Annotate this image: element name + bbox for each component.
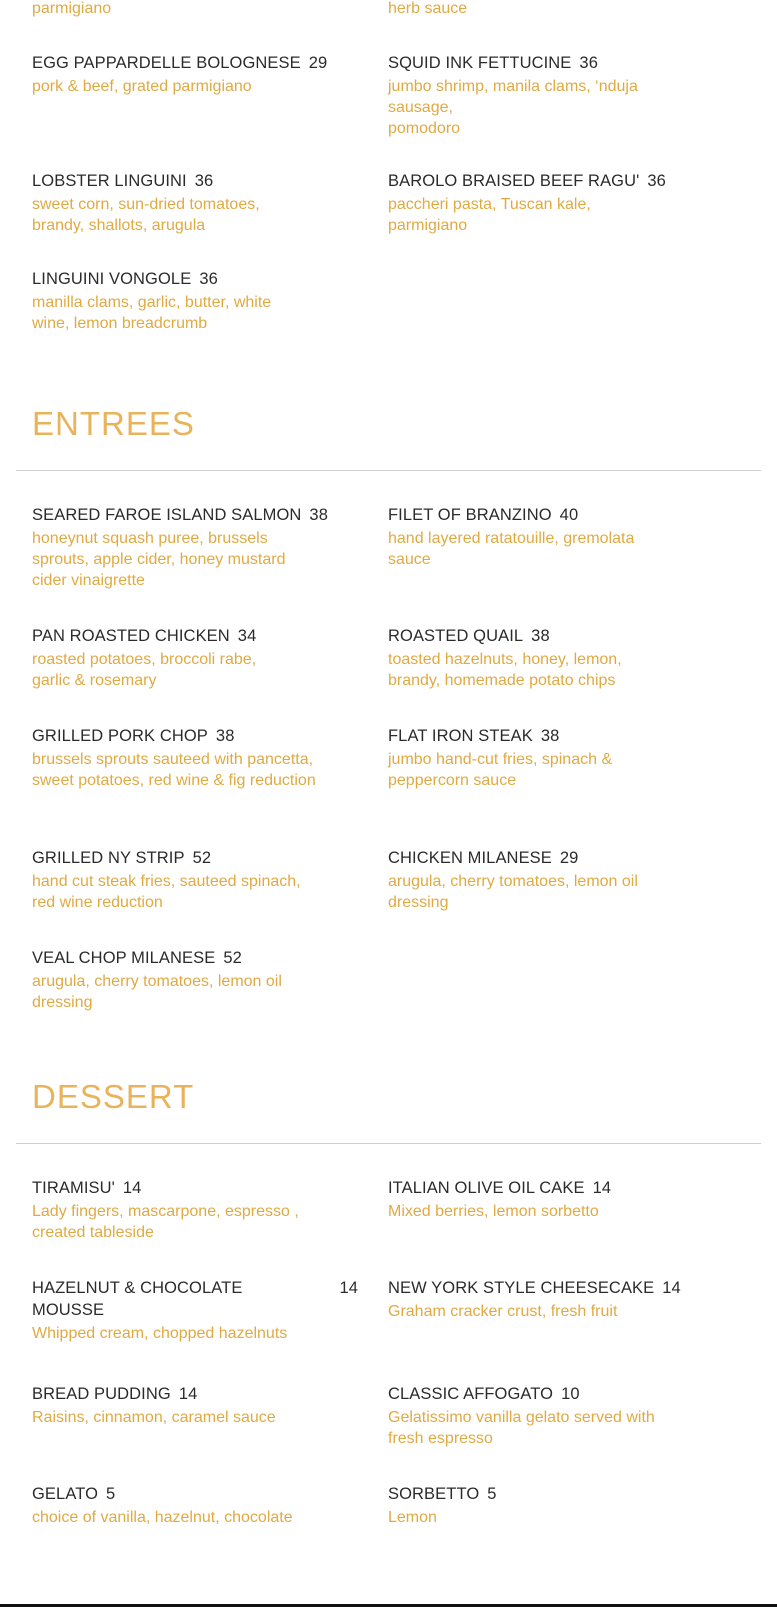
menu-item-heading: [388, 847, 688, 869]
menu-item-desc: Gelatissimo vanilla gelato served with fresh espresso: [388, 1409, 655, 1447]
menu-item-price: 36: [647, 172, 666, 190]
menu-item-heading: [32, 504, 332, 526]
menu-item-price: 5: [106, 1485, 116, 1503]
menu-item: [388, 625, 688, 691]
menu-item-heading: [32, 268, 332, 290]
menu-item-price: 5: [487, 1485, 497, 1503]
menu-item-heading: [32, 170, 332, 192]
menu-item-name: GELATO: [32, 1485, 99, 1503]
menu-item-heading: [32, 1277, 358, 1321]
menu-item-price: 14: [592, 1179, 612, 1197]
menu-item-name: LOBSTER LINGUINI: [32, 172, 187, 190]
menu-item-price: 14: [122, 1179, 142, 1197]
menu-item: [32, 170, 332, 236]
menu-item-price: 52: [223, 949, 242, 967]
menu-item: [388, 847, 688, 913]
menu-item-heading: [32, 947, 332, 969]
menu-item-name: PAN ROASTED CHICKEN: [32, 627, 230, 645]
menu-item-desc: toasted hazelnuts, honey, lemon, brandy, homemade potato chips: [388, 651, 622, 689]
menu-item-price: 38: [531, 627, 550, 645]
menu-item: [32, 947, 332, 1013]
menu-item-price: 40: [559, 506, 579, 524]
menu-item: [32, 1383, 332, 1428]
menu-item-desc: pork & beef, grated parmigiano: [32, 78, 252, 95]
menu-item: [32, 625, 332, 691]
menu-item-desc: honeynut squash puree, brussels sprouts, apple cider, honey mustard cider vinaigrette: [32, 530, 286, 589]
menu-item-desc: hand layered ratatouille, gremolata sauce: [388, 530, 635, 568]
menu-item-heading: [388, 52, 688, 74]
menu-item-desc: Mixed berries, lemon sorbetto: [388, 1203, 599, 1220]
section-title-entrees: ENTREES: [32, 405, 195, 442]
menu-item-desc: jumbo shrimp, manila clams, ‘nduja sausage, pomodoro: [388, 78, 638, 137]
menu-item-heading: [388, 1177, 688, 1199]
menu-item-desc: brussels sprouts sauteed with pancetta, sweet potatoes, red wine & fig reduction: [32, 751, 316, 789]
menu-item-heading: [388, 504, 688, 526]
menu-item: [32, 1483, 332, 1528]
menu-item: [32, 268, 332, 334]
menu-item-name: VEAL CHOP MILANESE: [32, 949, 216, 967]
menu-item-name: SQUID INK FETTUCINE: [388, 54, 572, 72]
menu-item-desc: jumbo hand-cut fries, spinach & peppercorn sauce: [388, 751, 613, 789]
menu-item-desc: parmigiano: [32, 0, 112, 17]
menu-item-heading: [388, 725, 688, 747]
menu-item-price: 10: [561, 1385, 580, 1403]
menu-item-desc: Whipped cream, chopped hazelnuts: [32, 1325, 288, 1342]
menu-item-name: ITALIAN OLIVE OIL CAKE: [388, 1179, 585, 1197]
menu-item-name: LINGUINI VONGOLE: [32, 270, 192, 288]
menu-item-heading: [388, 1383, 688, 1405]
section-title-dessert: DESSERT: [32, 1078, 195, 1115]
menu-item: [32, 504, 332, 591]
menu-item-name: EGG PAPPARDELLE BOLOGNESE: [32, 54, 301, 72]
menu-item-heading: [388, 170, 688, 192]
menu-item-name: TIRAMISU': [32, 1179, 115, 1197]
menu-item-name: SEARED FAROE ISLAND SALMON: [32, 506, 302, 524]
menu-item-desc: arugula, cherry tomatoes, lemon oil dressing: [32, 973, 282, 1011]
menu-item-desc: sweet corn, sun-dried tomatoes, brandy, shallots, arugula: [32, 196, 260, 234]
menu-item: [388, 504, 688, 570]
menu-item-desc: herb sauce: [388, 0, 468, 17]
menu-item-heading: [32, 1383, 332, 1405]
menu-item: [388, 1177, 688, 1222]
menu-item-name: CLASSIC AFFOGATO: [388, 1385, 554, 1403]
menu-item-desc: hand cut steak fries, sauteed spinach, red wine reduction: [32, 873, 301, 911]
menu-item-heading: [32, 1177, 332, 1199]
menu-item-name: FLAT IRON STEAK: [388, 727, 533, 745]
menu-item-name: NEW YORK STYLE CHEESECAKE: [388, 1279, 655, 1297]
menu-item: [388, 725, 688, 791]
menu-item-desc: arugula, cherry tomatoes, lemon oil dressing: [388, 873, 638, 911]
section-divider: [16, 1143, 761, 1144]
menu-item-name: GRILLED PORK CHOP: [32, 727, 208, 745]
menu-item-desc: Lady fingers, mascarpone, espresso , created tableside: [32, 1203, 299, 1241]
menu-item-name: FILET OF BRANZINO: [388, 506, 552, 524]
menu-item-price: 36: [199, 270, 218, 288]
menu-item-price: 14: [339, 1279, 358, 1297]
menu-item-desc: manilla clams, garlic, butter, white wine, lemon breadcrumb: [32, 294, 272, 332]
menu-item-price: 36: [194, 172, 214, 190]
menu-item: [32, 847, 332, 913]
menu-item-heading: [388, 1483, 688, 1505]
menu-item-partial: [32, 0, 332, 19]
menu-item-heading: [32, 725, 332, 747]
menu-item-price: 29: [308, 54, 328, 72]
menu-item-desc: Raisins, cinnamon, caramel sauce: [32, 1409, 276, 1426]
menu-item-name: ROASTED QUAIL: [388, 627, 524, 645]
menu-item-name: BREAD PUDDING: [32, 1385, 171, 1403]
menu-item: [388, 1277, 718, 1322]
menu-item-desc: choice of vanilla, hazelnut, chocolate: [32, 1509, 293, 1526]
section-divider: [16, 470, 761, 471]
menu-item-name: GRILLED NY STRIP: [32, 849, 185, 867]
menu-item: [32, 725, 332, 791]
menu-item-price: 38: [215, 727, 235, 745]
menu-item-heading: [32, 625, 332, 647]
menu-item-price: 36: [579, 54, 598, 72]
menu-item: [388, 170, 688, 236]
menu-item: [32, 1277, 362, 1344]
menu-item-heading: [388, 625, 688, 647]
menu-item: [388, 52, 688, 139]
menu-item-name: CHICKEN MILANESE: [388, 849, 552, 867]
menu-item-desc: Graham cracker crust, fresh fruit: [388, 1303, 618, 1320]
menu-item: [32, 52, 332, 97]
menu-item-price: 29: [559, 849, 579, 867]
menu-item-name: HAZELNUT & CHOCOLATE MOUSSE: [32, 1279, 243, 1319]
menu-item-heading: [32, 847, 332, 869]
menu-item-heading: [32, 1483, 332, 1505]
menu-item-desc: paccheri pasta, Tuscan kale, parmigiano: [388, 196, 591, 234]
menu-item-heading: [388, 1277, 718, 1299]
menu-item-desc: Lemon: [388, 1509, 437, 1526]
menu-item-name: BAROLO BRAISED BEEF RAGU': [388, 172, 640, 190]
menu-item-name: SORBETTO: [388, 1485, 480, 1503]
menu-item: [388, 1383, 688, 1449]
menu-item-desc: roasted potatoes, broccoli rabe, garlic & rosemary: [32, 651, 257, 689]
menu-item-price: 52: [192, 849, 212, 867]
menu-item: [32, 1177, 332, 1243]
menu-item: [388, 1483, 688, 1528]
menu-item-price: 38: [540, 727, 560, 745]
menu-item-price: 38: [309, 506, 328, 524]
menu-item-price: 14: [178, 1385, 198, 1403]
menu-item-partial: [388, 0, 688, 19]
menu-item-price: 14: [662, 1279, 681, 1297]
menu-item-price: 34: [237, 627, 257, 645]
menu-item-heading: [32, 52, 332, 74]
